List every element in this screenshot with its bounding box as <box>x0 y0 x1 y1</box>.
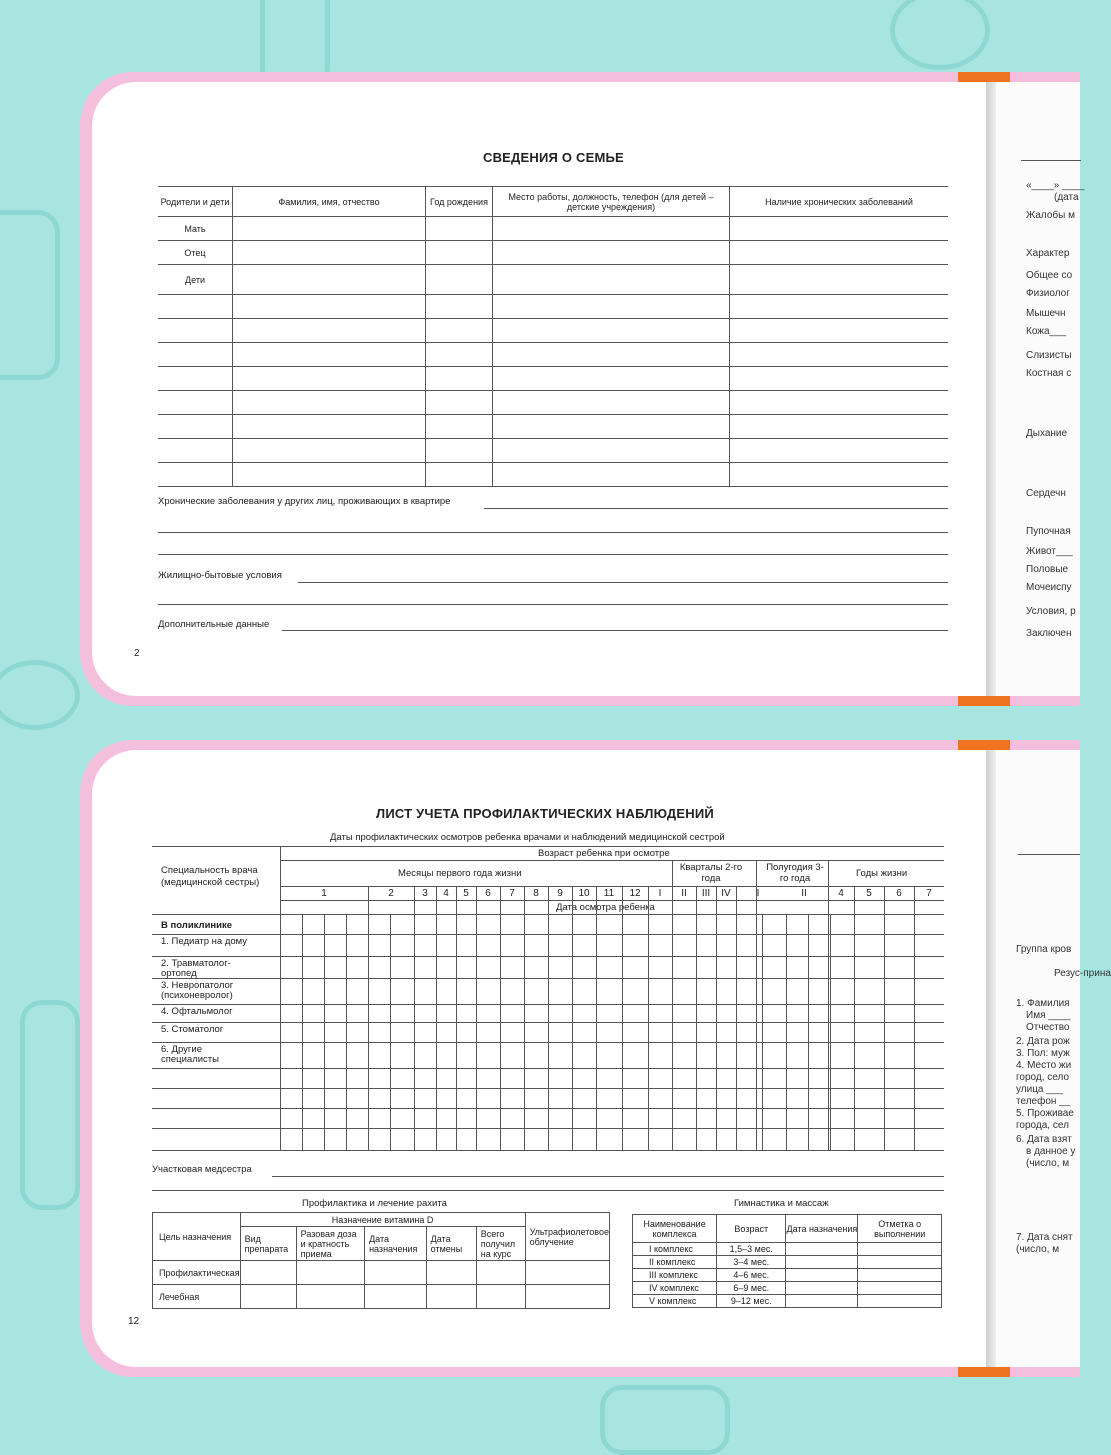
family-cell[interactable] <box>730 463 949 487</box>
right-page-label: улица ___ <box>1016 1084 1063 1095</box>
right-page-label: Условия, р <box>1026 606 1076 617</box>
family-cell[interactable] <box>730 415 949 439</box>
book-spread-bottom <box>80 740 1111 1377</box>
grid-line <box>914 886 915 1150</box>
gym-cell[interactable] <box>858 1256 942 1269</box>
specialist-label: 3. Невропатолог (психоневролог) <box>161 980 234 1001</box>
rickets-purpose-header: Цель назначения <box>153 1213 241 1261</box>
gym-cell[interactable] <box>858 1295 942 1308</box>
orange-tab <box>958 72 1010 82</box>
family-cell[interactable] <box>730 295 949 319</box>
gym-cell[interactable] <box>786 1269 858 1282</box>
obs-table <box>152 846 944 1150</box>
section-label: В поликлинике <box>161 920 233 931</box>
age-column-label: 12 <box>629 888 641 899</box>
gym-complex-age: 9–12 мес. <box>717 1295 786 1308</box>
grid-line <box>762 914 763 1150</box>
right-page-label: Живот___ <box>1026 546 1073 557</box>
family-cell[interactable] <box>493 295 730 319</box>
family-cell[interactable] <box>426 367 493 391</box>
rickets-cell[interactable] <box>426 1285 476 1309</box>
rickets-cell[interactable] <box>525 1285 609 1309</box>
page-right-partial <box>996 750 1111 1367</box>
page-number: 12 <box>128 1316 140 1327</box>
living-line <box>158 604 948 605</box>
age-column-label: 4 <box>443 888 449 899</box>
spine <box>986 750 996 1367</box>
right-line <box>1018 854 1080 855</box>
age-header: Возраст ребенка при осмотре <box>538 848 670 859</box>
gym-complex-age: 6–9 мес. <box>717 1282 786 1295</box>
family-cell[interactable] <box>426 439 493 463</box>
family-cell[interactable] <box>233 415 426 439</box>
gym-col-header: Наименование комплекса <box>633 1215 717 1243</box>
right-page-label: Имя ____ <box>1026 1010 1071 1021</box>
family-cell[interactable] <box>493 265 730 295</box>
spine <box>986 82 996 696</box>
family-cell[interactable] <box>233 217 426 241</box>
age-column-label: I <box>658 888 662 899</box>
col-header: Наличие хронических заболеваний <box>730 187 949 217</box>
grid-line <box>808 914 809 1150</box>
rickets-title: Профилактика и лечение рахита <box>302 1198 447 1209</box>
family-row-label: Отец <box>158 241 233 265</box>
col-header: Место работы, должность, телефон (для детей – детские учреждения) <box>493 187 730 217</box>
family-cell[interactable] <box>233 343 426 367</box>
rickets-cell[interactable] <box>240 1261 296 1285</box>
grid-line <box>302 914 303 1150</box>
grid-line <box>280 846 281 1150</box>
rickets-cell[interactable] <box>426 1261 476 1285</box>
grid-line <box>756 860 757 1150</box>
age-column-label: 8 <box>533 888 539 899</box>
years-header: Годы жизни <box>856 868 908 879</box>
gym-cell[interactable] <box>858 1282 942 1295</box>
family-row-label <box>158 295 233 319</box>
right-page-label: Группа кров <box>1016 944 1072 955</box>
grid-line <box>524 886 525 1150</box>
rickets-cell[interactable] <box>476 1261 525 1285</box>
extra-label: Дополнительные данные <box>158 619 270 630</box>
right-page-label: (число, м <box>1016 1244 1060 1255</box>
right-page-label: 4. Место жи <box>1016 1060 1072 1071</box>
specialist-label: 4. Офтальмолог <box>161 1006 233 1017</box>
right-page-label: 5. Проживае <box>1016 1108 1074 1119</box>
family-cell[interactable] <box>426 241 493 265</box>
family-row-label <box>158 439 233 463</box>
grid-line <box>786 914 787 1150</box>
page-left-family <box>92 82 986 696</box>
family-cell[interactable] <box>730 391 949 415</box>
family-cell[interactable] <box>730 367 949 391</box>
family-row-label: Мать <box>158 217 233 241</box>
grid-line <box>414 886 415 1150</box>
grid-line <box>854 886 855 1150</box>
age-column-label: I <box>756 888 760 899</box>
family-cell[interactable] <box>426 415 493 439</box>
right-page-label: Мышечн <box>1026 308 1066 319</box>
right-page-label: Общее со <box>1026 270 1073 281</box>
quarters-header: Кварталы 2-го года <box>679 862 743 884</box>
family-cell[interactable] <box>233 241 426 265</box>
grid-line <box>648 886 649 1150</box>
age-column-label: IV <box>721 888 731 899</box>
right-page-label: 1. Фамилия <box>1016 998 1070 1009</box>
family-cell[interactable] <box>426 463 493 487</box>
family-cell[interactable] <box>233 463 426 487</box>
right-page-label: город, село <box>1016 1072 1070 1083</box>
grid-line <box>500 886 501 1150</box>
grid-line <box>152 846 944 847</box>
rickets-col-header: Разовая доза и кратность приема <box>296 1227 364 1261</box>
family-cell[interactable] <box>493 241 730 265</box>
family-table <box>158 186 948 487</box>
family-cell[interactable] <box>233 265 426 295</box>
gym-col-header: Отметка о выполнении <box>858 1215 942 1243</box>
grid-line <box>672 886 673 1150</box>
gym-col-header: Дата назначения <box>786 1215 858 1243</box>
family-cell[interactable] <box>426 391 493 415</box>
page-title: СВЕДЕНИЯ О СЕМЬЕ <box>483 150 624 165</box>
rickets-cell[interactable] <box>240 1285 296 1309</box>
family-cell[interactable] <box>730 343 949 367</box>
page-number: 2 <box>134 648 140 659</box>
family-cell[interactable] <box>730 319 949 343</box>
grid-line <box>346 914 347 1150</box>
months-header: Месяцы первого года жизни <box>398 868 522 879</box>
right-page-label: Слизисты <box>1026 350 1072 361</box>
family-cell[interactable] <box>493 391 730 415</box>
rickets-col-header: Вид препарата <box>240 1227 296 1261</box>
age-column-label: 4 <box>838 888 844 899</box>
age-column-label: II <box>801 888 807 899</box>
age-column-label: 3 <box>422 888 428 899</box>
age-column-label: 5 <box>866 888 872 899</box>
chronic-label: Хронические заболевания у других лиц, проживающих в квартире <box>158 496 451 507</box>
family-cell[interactable] <box>493 367 730 391</box>
gym-cell[interactable] <box>786 1282 858 1295</box>
book-spread-top <box>80 72 1085 706</box>
right-page-label: Дыхание <box>1026 428 1068 439</box>
nurse-line <box>272 1176 944 1177</box>
grid-line <box>390 914 391 1150</box>
family-cell[interactable] <box>493 343 730 367</box>
age-column-label: 10 <box>578 888 590 899</box>
gym-col-header: Возраст <box>717 1215 786 1243</box>
grid-line <box>280 886 944 887</box>
date-header: Дата осмотра ребенка <box>556 902 655 913</box>
page-subtitle: Даты профилактических осмотров ребенка врачами и наблюдений медицинской сестрой <box>330 832 725 843</box>
family-row-label <box>158 343 233 367</box>
right-page-label: в данное у <box>1026 1146 1076 1157</box>
grid-line <box>548 886 549 1150</box>
specialist-label: 6. Другие специалисты <box>161 1044 219 1065</box>
specialist-label: 1. Педиатр на дому <box>161 936 248 947</box>
age-column-label: 9 <box>557 888 563 899</box>
grid-line <box>622 886 623 1150</box>
right-page-label: Половые <box>1026 564 1069 575</box>
grid-line <box>572 886 573 1150</box>
family-cell[interactable] <box>493 217 730 241</box>
extra-line <box>282 630 948 631</box>
grid-line <box>716 886 717 1150</box>
family-cell[interactable] <box>426 319 493 343</box>
right-page-label: Отчество <box>1026 1022 1070 1033</box>
specialist-label: 5. Стоматолог <box>161 1024 224 1035</box>
rickets-row-label: Профилактическая <box>153 1261 241 1285</box>
family-cell[interactable] <box>233 439 426 463</box>
right-page-label: Костная с <box>1026 368 1072 379</box>
right-page-label: Характер <box>1026 248 1070 259</box>
grid-line <box>696 886 697 1150</box>
rickets-row-label: Лечебная <box>153 1285 241 1309</box>
family-cell[interactable] <box>730 439 949 463</box>
col-header: Год рождения <box>426 187 493 217</box>
grid-line <box>828 860 829 1150</box>
family-cell[interactable] <box>426 265 493 295</box>
right-page-label: 2. Дата рож <box>1016 1036 1070 1047</box>
rickets-cell[interactable] <box>476 1285 525 1309</box>
grid-line <box>830 914 831 1150</box>
living-label: Жилищно-бытовые условия <box>158 570 282 581</box>
col-header: Фамилия, имя, отчество <box>233 187 426 217</box>
page-title: ЛИСТ УЧЕТА ПРОФИЛАКТИЧЕСКИХ НАБЛЮДЕНИЙ <box>376 806 714 821</box>
nurse-label: Участковая медсестра <box>152 1164 252 1175</box>
family-row-label <box>158 319 233 343</box>
grid-line <box>152 1150 944 1151</box>
right-page-label: Кожа___ <box>1026 326 1067 337</box>
family-row-label: Дети <box>158 265 233 295</box>
gym-complex-age: 4–6 мес. <box>717 1269 786 1282</box>
chronic-line <box>484 508 948 509</box>
rickets-vitd-header: Назначение витамина D <box>240 1213 525 1227</box>
specialist-label: 2. Травматолог-ортопед <box>161 958 231 979</box>
grid-line <box>324 914 325 1150</box>
gym-cell[interactable] <box>786 1243 858 1256</box>
orange-tab <box>958 1367 1010 1377</box>
rickets-table <box>152 1212 610 1309</box>
grid-line <box>456 886 457 1150</box>
rickets-cell[interactable] <box>365 1261 427 1285</box>
right-page-label: (число, м <box>1026 1158 1070 1169</box>
right-page-label: (дата <box>1054 192 1079 203</box>
right-page-label: Сердечн <box>1026 488 1066 499</box>
family-cell[interactable] <box>426 295 493 319</box>
family-row-label <box>158 415 233 439</box>
gym-cell[interactable] <box>786 1256 858 1269</box>
chronic-line <box>158 554 948 555</box>
page-right-partial <box>996 82 1085 696</box>
col-header: Родители и дети <box>158 187 233 217</box>
age-column-label: 5 <box>463 888 469 899</box>
right-page-label: Резус-прина <box>1054 968 1111 979</box>
gym-complex-name: III комплекс <box>633 1269 717 1282</box>
rickets-col-header: Дата отмены <box>426 1227 476 1261</box>
family-cell[interactable] <box>426 217 493 241</box>
gym-table <box>632 1214 942 1308</box>
orange-tab <box>958 740 1010 750</box>
spec-header: Специальность врача (медицинской сестры) <box>161 865 260 888</box>
family-row-label <box>158 463 233 487</box>
family-row-label <box>158 367 233 391</box>
family-cell[interactable] <box>730 241 949 265</box>
family-row-label <box>158 391 233 415</box>
age-column-label: 7 <box>926 888 932 899</box>
grid-line <box>596 886 597 1150</box>
nurse-line <box>152 1190 944 1191</box>
right-page-label: 3. Пол: муж <box>1016 1048 1070 1059</box>
family-cell[interactable] <box>233 295 426 319</box>
family-cell[interactable] <box>730 265 949 295</box>
gym-complex-name: V комплекс <box>633 1295 717 1308</box>
rickets-cell[interactable] <box>296 1261 364 1285</box>
age-column-label: 2 <box>388 888 394 899</box>
rickets-col-header: Дата назначения <box>365 1227 427 1261</box>
gym-complex-age: 3–4 мес. <box>717 1256 786 1269</box>
chronic-line <box>158 532 948 533</box>
right-page-label: 7. Дата снят <box>1016 1232 1073 1243</box>
grid-line <box>436 886 437 1150</box>
right-line <box>1021 160 1081 161</box>
grid-line <box>368 886 369 1150</box>
page-left-observations <box>92 750 986 1367</box>
grid-line <box>280 860 944 861</box>
right-page-label: 6. Дата взят <box>1016 1134 1072 1145</box>
gym-cell[interactable] <box>786 1295 858 1308</box>
family-cell[interactable] <box>493 439 730 463</box>
orange-tab <box>958 696 1010 706</box>
age-column-label: 11 <box>603 888 615 899</box>
right-page-label: Жалобы м <box>1026 210 1075 221</box>
family-cell[interactable] <box>493 319 730 343</box>
gym-complex-name: IV комплекс <box>633 1282 717 1295</box>
age-column-label: II <box>681 888 687 899</box>
rickets-cell[interactable] <box>296 1285 364 1309</box>
right-page-label: Заключен <box>1026 628 1072 639</box>
family-cell[interactable] <box>730 217 949 241</box>
family-cell[interactable] <box>493 463 730 487</box>
gym-complex-age: 1,5–3 мес. <box>717 1243 786 1256</box>
gym-title: Гимнастика и массаж <box>734 1198 829 1209</box>
halves-header: Полугодия 3-го года <box>766 862 824 884</box>
gym-complex-name: I комплекс <box>633 1243 717 1256</box>
grid-line <box>280 900 944 901</box>
family-cell[interactable] <box>426 343 493 367</box>
grid-line <box>476 886 477 1150</box>
family-cell[interactable] <box>493 415 730 439</box>
family-cell[interactable] <box>233 319 426 343</box>
right-page-label: города, сел <box>1016 1120 1069 1131</box>
living-line <box>298 582 948 583</box>
gym-complex-name: II комплекс <box>633 1256 717 1269</box>
age-column-label: 7 <box>509 888 515 899</box>
age-column-label: 1 <box>321 888 327 899</box>
grid-line <box>884 886 885 1150</box>
right-page-label: Пупочная <box>1026 526 1071 537</box>
right-page-label: Физиолог <box>1026 288 1070 299</box>
rickets-cell[interactable] <box>525 1261 609 1285</box>
grid-line <box>736 886 737 1150</box>
age-column-label: 6 <box>896 888 902 899</box>
age-column-label: 6 <box>485 888 491 899</box>
rickets-cell[interactable] <box>365 1285 427 1309</box>
rickets-col-header: Всего получил на курс <box>476 1227 525 1261</box>
age-column-label: III <box>701 888 711 899</box>
right-page-label: Мочеиспу <box>1026 582 1072 593</box>
rickets-uv-header: Ультрафиолетовое облучение <box>525 1213 609 1261</box>
right-page-label: «____» ____ <box>1026 180 1085 191</box>
right-page-label: телефон __ <box>1016 1096 1071 1107</box>
family-cell[interactable] <box>233 391 426 415</box>
gym-cell[interactable] <box>858 1243 942 1256</box>
family-cell[interactable] <box>233 367 426 391</box>
gym-cell[interactable] <box>858 1269 942 1282</box>
